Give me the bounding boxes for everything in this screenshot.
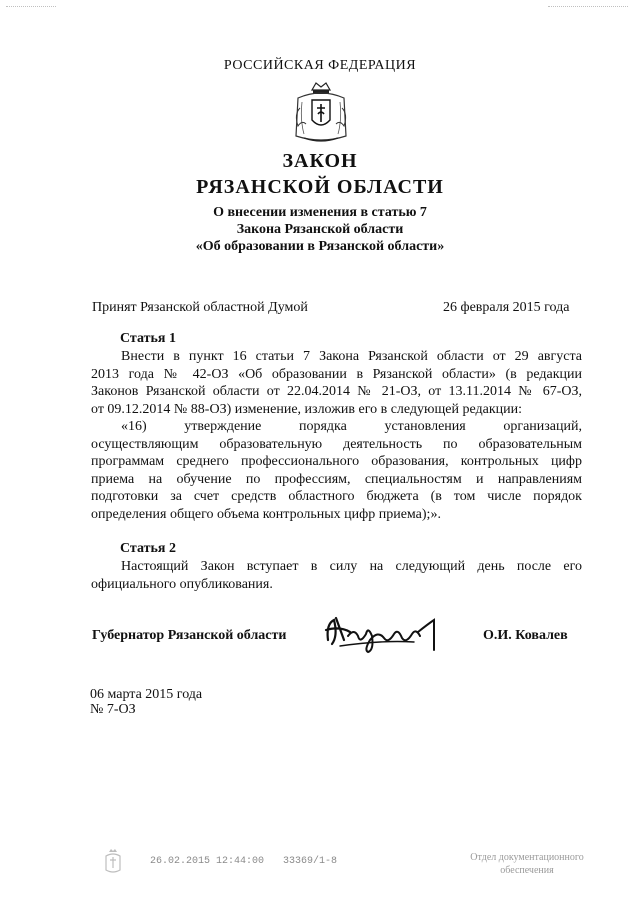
- article1-line: Законов Рязанской области от 22.04.2014 № 21-ОЗ, от 13.11.2014 № 67-ОЗ,: [91, 384, 582, 399]
- office-stamp-line2: обеспечения: [500, 865, 554, 876]
- article1-line: от 09.12.2014 № 88-ОЗ) изменение, изложив его в следующей редакции:: [91, 401, 523, 417]
- registration-timestamp: 26.02.2015 12:44:00: [150, 856, 265, 867]
- subject-line3: «Об образовании в Рязанской области»: [195, 239, 445, 254]
- office-stamp: [452, 851, 602, 877]
- article2-line: Настоящий Закон вступает в силу на следующий день после его: [121, 559, 582, 574]
- subject-line1: О внесении изменения в статью 7: [213, 205, 427, 220]
- law-title-line1: ЗАКОН: [282, 150, 358, 172]
- article1-line: подготовки за счет средств областного бюджета (в том числе порядок: [91, 489, 582, 504]
- handwritten-signature: [322, 610, 457, 655]
- signing-date: 06 марта 2015 года: [90, 687, 203, 702]
- office-stamp-line1: Отдел документационного: [470, 852, 584, 863]
- law-number: № 7-ОЗ: [90, 702, 136, 717]
- article1-line: осуществляющим образовательную деятельность по образовательным: [91, 436, 582, 452]
- article1-line: программам среднего профессионального образования, контрольных цифр: [91, 454, 582, 469]
- article1-line: определения общего объема контрольных цифр приема);».: [91, 506, 441, 522]
- law-subject: [0, 204, 640, 255]
- article2-text: [91, 558, 582, 593]
- article1-line: 2013 года № 42-ОЗ «Об образовании в Рязанской области» (в редакции: [91, 366, 582, 382]
- signer-name: О.И. Ковалев: [483, 628, 568, 643]
- small-emblem-icon: [104, 848, 122, 874]
- scan-artifact-top-right: [548, 6, 628, 9]
- signer-position: Губернатор Рязанской области: [92, 628, 287, 643]
- adoption-date: 26 февраля 2015 года: [443, 300, 570, 315]
- article1-line: Внести в пункт 16 статьи 7 Закона Рязанской области от 29 августа: [121, 349, 582, 364]
- scan-artifact-top-left: [6, 6, 56, 9]
- article2-heading: Статья 2: [120, 541, 176, 556]
- registration-code: 33369/1-8: [283, 856, 338, 867]
- adopted-by: Принят Рязанской областной Думой: [92, 300, 308, 315]
- law-title: [0, 148, 640, 200]
- article1-heading: Статья 1: [120, 331, 176, 346]
- country-heading: РОССИЙСКАЯ ФЕДЕРАЦИЯ: [223, 58, 417, 73]
- law-title-line2: РЯЗАНСКОЙ ОБЛАСТИ: [196, 176, 444, 198]
- ryazan-coat-of-arms-icon: [290, 80, 352, 146]
- article1-line: приема на обучение по профессиям, специальностям и направлениям: [91, 471, 582, 487]
- article1-line: «16) утверждение порядка установления организаций,: [121, 419, 582, 434]
- article2-line: официального опубликования.: [91, 576, 273, 592]
- subject-line2: Закона Рязанской области: [236, 222, 404, 237]
- article1-text: [91, 348, 582, 523]
